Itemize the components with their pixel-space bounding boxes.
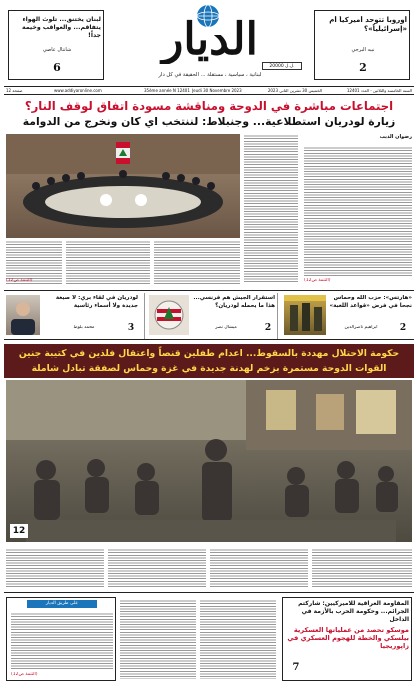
mini-story-2-title: استقرار الجيش هم فرنسي... هذا ما يحمله لودريان؟	[193, 295, 275, 309]
lead-article-continued: (التتمة ص12)	[304, 278, 331, 283]
gaza-photo-page: 12	[10, 524, 28, 538]
teaser-right-page: 2	[359, 61, 367, 74]
below-photo-text-2	[66, 240, 150, 286]
lead-article-column[interactable]	[302, 134, 414, 288]
mini-story-1-title: لودريان في لقاء بري: لا صيغة جديدة ولا أسماء رئاسية	[55, 295, 138, 309]
mini-story-3-page: 2	[399, 323, 407, 333]
gaza-headline-1: حكومة الاحتلال مهددة بالسقوط... اعدام طفلين قنصاً واعتقال فلذين في كتيبة جنين	[18, 348, 400, 359]
fighters-illustration	[284, 295, 326, 335]
dateline	[4, 86, 414, 95]
teaser-right[interactable]	[314, 10, 410, 80]
teaser-left[interactable]	[8, 10, 104, 80]
meeting-photo-illustration	[6, 134, 240, 238]
portrait-illustration	[6, 295, 40, 335]
teaser-left-author: شانتال عاصي	[42, 47, 72, 53]
gaza-text-col-3	[210, 548, 308, 588]
masthead-title: الديار	[162, 14, 258, 64]
dateline-fr-date: Jeudi 30 Novembre 2023	[192, 88, 242, 93]
teaser-left-page: 6	[53, 61, 61, 74]
meeting-photo	[6, 134, 240, 238]
below-photo-text-3	[154, 240, 240, 286]
price-tag: 20000 ل.ل.	[262, 62, 302, 70]
lead-article-author: رضوان الذيب	[379, 134, 412, 140]
bottom-text-col-1	[120, 599, 196, 679]
children-classroom-illustration	[6, 380, 412, 542]
dateline-pages: 12 صفحة	[6, 88, 23, 93]
dateline-site: www.addiyaronline.com	[54, 88, 102, 93]
mini-story-3-author: ابراهيم ناصرالدين	[344, 325, 378, 330]
bottom-section	[4, 592, 414, 684]
mini-story-2-author: ميشال نصر	[215, 325, 237, 330]
dateline-ar-date: الخميس 30 تشرين الثاني 2023	[267, 88, 322, 93]
editorial-box-text	[11, 612, 113, 670]
teaser-right-author: نبيه البرجي	[351, 47, 375, 53]
gaza-text-col-2	[108, 548, 206, 588]
editorial-box-continued: (التتمة ص12)	[11, 672, 38, 677]
gaza-text-col-1	[6, 548, 104, 588]
editorial-box[interactable]	[6, 597, 116, 681]
masthead	[0, 0, 418, 92]
right-bottom-title: المقاومة العراقية للاميركيين: شاركتم الجرائم... وحكومة الحرب بالأزمة في الداخل	[298, 600, 409, 623]
dateline-fr-issue: 35ème année N 12401	[144, 88, 190, 93]
mini-story-3-title: «هارتس»: حزب الله وحماس نجحا في فرض «قواعد اللعبة»	[329, 295, 412, 309]
right-bottom-page: 7	[292, 662, 300, 673]
gaza-photo	[6, 380, 412, 542]
main-headline[interactable]: اجتماعات مباشرة في الدوحة ومناقشة مسودة اتفاق لوقف النار؟	[24, 99, 394, 113]
right-bottom-sub: موسكو تحصد من عملياتها العسكرية بيلسكي والخطة للهجوم العسكري في زاپوريجيا	[287, 626, 409, 650]
gaza-block[interactable]	[4, 344, 414, 544]
mini-story-2[interactable]	[144, 293, 278, 339]
gaza-headline-2: القوات الدوحة مستمرة بزخم لهدنة جديدة في غزة وحماس لصفقة تبادل شاملة	[31, 363, 387, 374]
mini-story-1-photo	[6, 295, 40, 335]
top-continued: (التتمة ص12)	[6, 278, 33, 283]
mini-story-1-page: 3	[127, 323, 135, 333]
dateline-issue: السنة الخامسة والثلاثين - العدد 12401	[346, 88, 412, 93]
lead-article-text	[304, 146, 412, 276]
mini-story-2-page: 2	[264, 323, 272, 333]
mini-story-3-photo	[284, 295, 326, 335]
teaser-right-title: أوروبا تتوحد أميركياً أم «إسرائيلياً»؟	[329, 16, 407, 33]
logo	[112, 4, 308, 64]
gaza-text-col-4	[312, 548, 412, 588]
lebanese-army-emblem-icon	[149, 295, 189, 335]
sub-headline[interactable]: زيارة لودريان استطلاعية... وجنبلاط: لننتخب اي كان ونخرج من الدوامة	[22, 115, 396, 128]
mini-story-1-author: محمد بلوط	[73, 325, 95, 330]
tagline: لبنانية ، سياسية ، مستقلة ... الحقيقة في كل دار	[158, 72, 262, 78]
editorial-box-title: على طريق الديار	[27, 600, 97, 608]
right-bottom-box[interactable]	[282, 597, 412, 681]
middle-column-text	[244, 134, 298, 284]
teaser-left-title: لبنان يختنق... تلوث الهواء يتفاقم... والعواقب وخيمة جداً!	[21, 16, 101, 39]
mini-story-2-photo	[149, 295, 189, 335]
mini-story-1[interactable]	[4, 293, 140, 339]
mini-stories-row	[4, 290, 414, 340]
mini-story-3[interactable]	[282, 293, 414, 339]
bottom-text-col-2	[200, 599, 276, 679]
